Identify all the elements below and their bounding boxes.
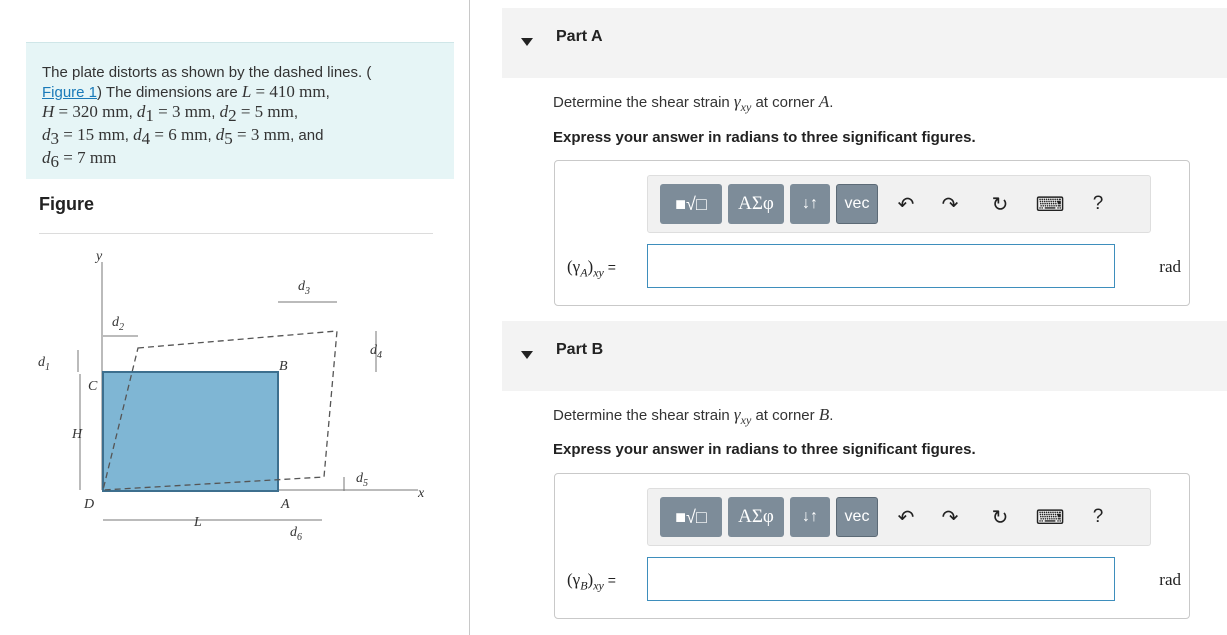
answer-input-b[interactable]: [647, 557, 1115, 601]
gamma-symbol: γ: [733, 405, 741, 424]
equals: =: [150, 125, 169, 144]
problem-intro: The plate distorts as shown by the dashed lines. (: [42, 64, 372, 81]
label-sub: B: [580, 578, 588, 593]
help-button[interactable]: ?: [1092, 506, 1104, 527]
label-sub: xy: [593, 265, 604, 280]
equals: =: [59, 125, 78, 144]
var-d3-sub: 3: [50, 129, 59, 148]
label-d1: $d_1$: [38, 355, 50, 373]
equals: =: [153, 102, 173, 121]
label-d4: $d_4$: [370, 343, 382, 361]
sep: ,: [325, 84, 330, 101]
equals: =: [54, 102, 73, 121]
var-L: L: [241, 82, 252, 101]
plate-distortion-figure: [26, 240, 456, 540]
var-d2: d: [219, 102, 229, 121]
corner-symbol: B: [818, 405, 830, 424]
equals: =: [236, 102, 255, 121]
label-d3: $d_3$: [298, 279, 310, 297]
var-d4-sub: 4: [141, 129, 151, 148]
arrows-button[interactable]: ↓↑: [790, 497, 830, 537]
answer-label-b: [567, 570, 616, 593]
period: .: [829, 94, 834, 111]
sep: ,: [293, 104, 299, 121]
vec-button[interactable]: vec: [836, 184, 878, 224]
value-d5: 3 mm: [250, 125, 291, 144]
redo-icon[interactable]: ↷: [941, 193, 959, 216]
problem-text-segment: ) The dimensions are: [97, 84, 242, 101]
var-d6: d: [42, 148, 51, 167]
corner-B: B: [279, 359, 288, 374]
question-text: at corner: [751, 94, 819, 111]
answer-label-a: [567, 257, 616, 280]
problem-statement-box: [26, 42, 454, 179]
corner-D: D: [84, 497, 95, 512]
gamma-subscript: xy: [740, 100, 752, 114]
equals: =: [232, 125, 251, 144]
part-a-question: [553, 92, 833, 115]
var-d4: d: [133, 125, 142, 144]
part-b-header[interactable]: [502, 321, 1227, 391]
figure-title: Figure: [39, 194, 95, 214]
x-axis-label: x: [418, 486, 425, 501]
label-d5: $d_5$: [356, 471, 368, 489]
redo-icon[interactable]: ↷: [941, 506, 959, 529]
y-axis-label: y: [96, 249, 103, 264]
label-H: H: [72, 427, 83, 442]
and: , and: [290, 127, 324, 144]
unit-label: rad: [1159, 570, 1181, 589]
value-d4: 6 mm: [168, 125, 208, 144]
label-close: ): [587, 570, 594, 589]
label-close: ): [587, 257, 594, 276]
sep: ,: [124, 127, 134, 144]
value-d2: 5 mm: [254, 102, 294, 121]
answer-input-a[interactable]: [647, 244, 1115, 288]
help-button[interactable]: ?: [1092, 193, 1104, 214]
var-d1-sub: 1: [145, 106, 154, 125]
sep: ,: [128, 104, 137, 121]
sep: ,: [207, 127, 216, 144]
value-d1: 3 mm: [172, 102, 212, 121]
templates-icon: ■√□: [675, 506, 707, 527]
keyboard-icon[interactable]: ⌨: [1035, 193, 1065, 216]
part-a-header[interactable]: [502, 8, 1227, 78]
collapse-triangle-icon[interactable]: [521, 351, 533, 359]
part-a-instruction: Express your answer in radians to three significant figures.: [553, 129, 976, 146]
label-L: L: [194, 515, 202, 530]
value-L: 410 mm: [269, 82, 326, 101]
panel-divider: [469, 0, 470, 635]
label-sub: A: [580, 265, 588, 280]
label-main: (γ: [567, 570, 581, 589]
label-d2: $d_2$: [112, 315, 124, 333]
reset-icon[interactable]: ↻: [991, 506, 1009, 529]
gamma-symbol: γ: [733, 92, 741, 111]
equals: =: [59, 148, 78, 167]
var-d6-sub: 6: [50, 152, 59, 171]
templates-button[interactable]: [660, 497, 722, 537]
question-text: Determine the shear strain: [553, 94, 734, 111]
part-b-answer-box: [554, 473, 1190, 619]
corner-C: C: [88, 379, 98, 394]
unit-label: rad: [1159, 257, 1181, 276]
keyboard-icon[interactable]: ⌨: [1035, 506, 1065, 529]
label-eq: =: [603, 259, 616, 275]
part-b-title: Part B: [556, 341, 604, 358]
var-d5: d: [215, 125, 225, 144]
arrows-button[interactable]: ↓↑: [790, 184, 830, 224]
figure-1-link[interactable]: Figure 1: [42, 84, 98, 101]
greek-symbols-button[interactable]: ΑΣφ: [728, 497, 784, 537]
collapse-triangle-icon[interactable]: [521, 38, 533, 46]
reset-icon[interactable]: ↻: [991, 193, 1009, 216]
greek-symbols-button[interactable]: ΑΣφ: [728, 184, 784, 224]
equals: =: [251, 82, 270, 101]
var-d5-sub: 5: [224, 129, 233, 148]
var-d3: d: [42, 125, 51, 144]
label-sub: xy: [593, 578, 604, 593]
period: .: [829, 407, 834, 424]
part-b-question: [553, 405, 833, 428]
gamma-subscript: xy: [740, 413, 752, 427]
problem-text: [42, 63, 422, 171]
undo-icon[interactable]: ↶: [897, 506, 915, 529]
undo-icon[interactable]: ↶: [897, 193, 915, 216]
question-text: at corner: [751, 407, 819, 424]
templates-icon: ■√□: [675, 193, 707, 214]
var-H: H: [42, 102, 55, 121]
figure-divider: [39, 233, 433, 234]
label-main: (γ: [567, 257, 581, 276]
value-d3: 15 mm: [77, 125, 125, 144]
value-d6: 7 mm: [77, 148, 117, 167]
templates-button[interactable]: [660, 184, 722, 224]
label-d6: $d_6$: [290, 525, 302, 540]
vec-button[interactable]: vec: [836, 497, 878, 537]
part-b-instruction: Express your answer in radians to three significant figures.: [553, 441, 976, 458]
label-eq: =: [603, 572, 616, 588]
corner-A: A: [281, 497, 290, 512]
plate: [103, 372, 278, 491]
value-H: 320 mm: [72, 102, 129, 121]
math-toolbar: [647, 488, 1151, 546]
part-a-title: Part A: [556, 28, 603, 45]
sep: ,: [211, 104, 220, 121]
part-a-answer-box: [554, 160, 1190, 306]
corner-symbol: A: [818, 92, 830, 111]
var-d2-sub: 2: [228, 106, 237, 125]
var-d1: d: [136, 102, 146, 121]
question-text: Determine the shear strain: [553, 407, 734, 424]
math-toolbar: [647, 175, 1151, 233]
